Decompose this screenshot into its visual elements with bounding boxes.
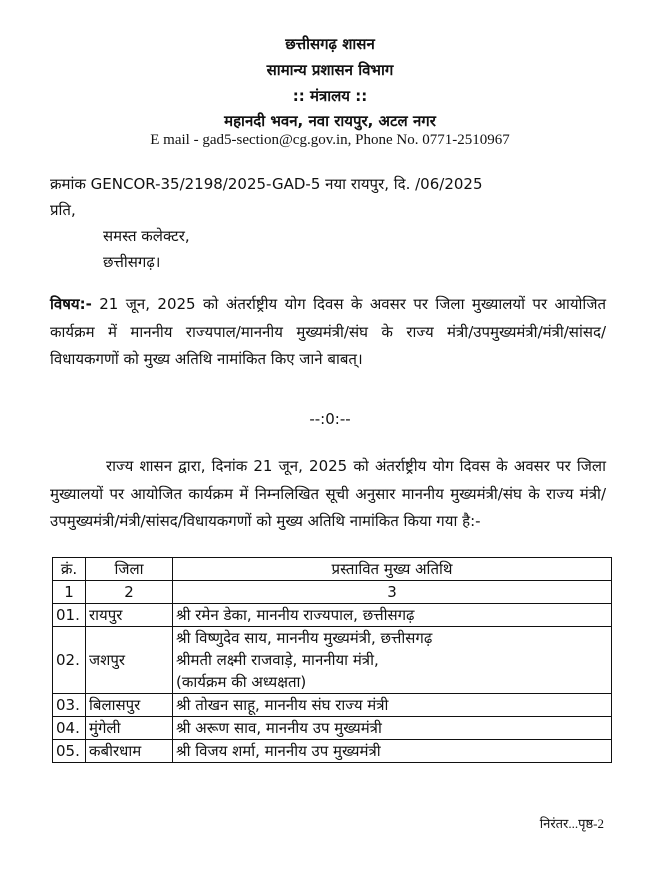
subject-label: विषय:- — [50, 295, 92, 313]
row-guest — [173, 604, 612, 627]
contact-line: E mail - gad5-section@cg.gov.in, Phone No. 0771-2510967 — [150, 132, 510, 148]
continued-note: निरंतर...पृष्ठ-2 — [539, 816, 604, 831]
guest-table — [52, 557, 612, 763]
guest-line: श्रीमती लक्ष्मी राजवाड़े, माननीया मंत्री, — [176, 651, 379, 669]
subject-paragraph — [50, 291, 606, 374]
subject-text: 21 जून, 2025 को अंतर्राष्ट्रीय योग दिवस के अवसर पर जिला मुख्यालयों पर आयोजित कार्यक्रम में माननीय राज्यपाल/माननीय मुख्यमंत्री/संघ के राज्य मंत्री/उपमुख्यमंत्री/मंत्री/सांसद/विधायकगणों को मुख्य अतिथि नामांकित किए जाने बाबत्। — [50, 295, 606, 368]
reference-number: क्रमांक GENCOR-35/2198/2025-GAD-5 नया रायपुर, दि. /06/2025 — [50, 175, 483, 193]
row-number: 03. — [53, 694, 86, 717]
row-number: 01. — [53, 604, 86, 627]
row-district: बिलासपुर — [86, 694, 173, 717]
prati-label: प्रति, — [50, 201, 76, 219]
recipient-line-1: समस्त कलेक्टर, — [103, 227, 190, 245]
recipient-line-2: छत्तीसगढ़। — [103, 253, 161, 271]
row-number: 05. — [53, 740, 86, 763]
guest-line: श्री विष्णुदेव साय, माननीय मुख्यमंत्री, छत्तीसगढ़ — [176, 629, 433, 647]
row-number: 02. — [53, 627, 86, 694]
col-number-1: 1 — [53, 581, 86, 604]
col-header-district: जिला — [86, 558, 173, 581]
row-guest — [173, 717, 612, 740]
col-header-guest: प्रस्तावित मुख्य अतिथि — [173, 558, 612, 581]
table-row — [53, 740, 612, 763]
guest-line: (कार्यक्रम की अध्यक्षता) — [176, 673, 307, 691]
row-guest — [173, 740, 612, 763]
address: महानदी भवन, नवा रायपुर, अटल नगर — [224, 112, 436, 130]
body-text: राज्य शासन द्वारा, दिनांक 21 जून, 2025 को अंतर्राष्ट्रीय योग दिवस के अवसर पर जिला मुख्यालयों पर आयोजित कार्यक्रम में निम्नलिखित सूची अनुसार माननीय मुख्यमंत्री/संघ के राज्य मंत्री/उपमुख्यमंत्री/मंत्री/सांसद/विधायकगणों को मुख्य अतिथि नामांकित किया गया है:- — [50, 457, 606, 530]
row-guest — [173, 627, 612, 694]
row-district: जशपुर — [86, 627, 173, 694]
guest-line: श्री तोखन साहू, माननीय संघ राज्य मंत्री — [176, 696, 389, 714]
row-number: 04. — [53, 717, 86, 740]
row-district: मुंगेली — [86, 717, 173, 740]
row-guest — [173, 694, 612, 717]
table-number-row — [53, 581, 612, 604]
table-row — [53, 604, 612, 627]
table-header-row — [53, 558, 612, 581]
row-district: रायपुर — [86, 604, 173, 627]
body-paragraph — [50, 453, 606, 536]
guest-line: श्री विजय शर्मा, माननीय उप मुख्यमंत्री — [176, 742, 381, 760]
table-row — [53, 627, 612, 694]
department-name: सामान्य प्रशासन विभाग — [266, 61, 394, 79]
col-header-number: क्रं. — [53, 558, 86, 581]
table-row — [53, 694, 612, 717]
govt-name: छत्तीसगढ़ शासन — [285, 35, 375, 53]
col-number-2: 2 — [86, 581, 173, 604]
table-row — [53, 717, 612, 740]
col-number-3: 3 — [173, 581, 612, 604]
ministry-label: :: मंत्रालय :: — [292, 87, 368, 105]
guest-line: श्री रमेन डेका, माननीय राज्यपाल, छत्तीसगढ़ — [176, 606, 415, 624]
row-district: कबीरधाम — [86, 740, 173, 763]
separator: --:0:-- — [309, 410, 351, 428]
guest-line: श्री अरूण साव, माननीय उप मुख्यमंत्री — [176, 719, 382, 737]
